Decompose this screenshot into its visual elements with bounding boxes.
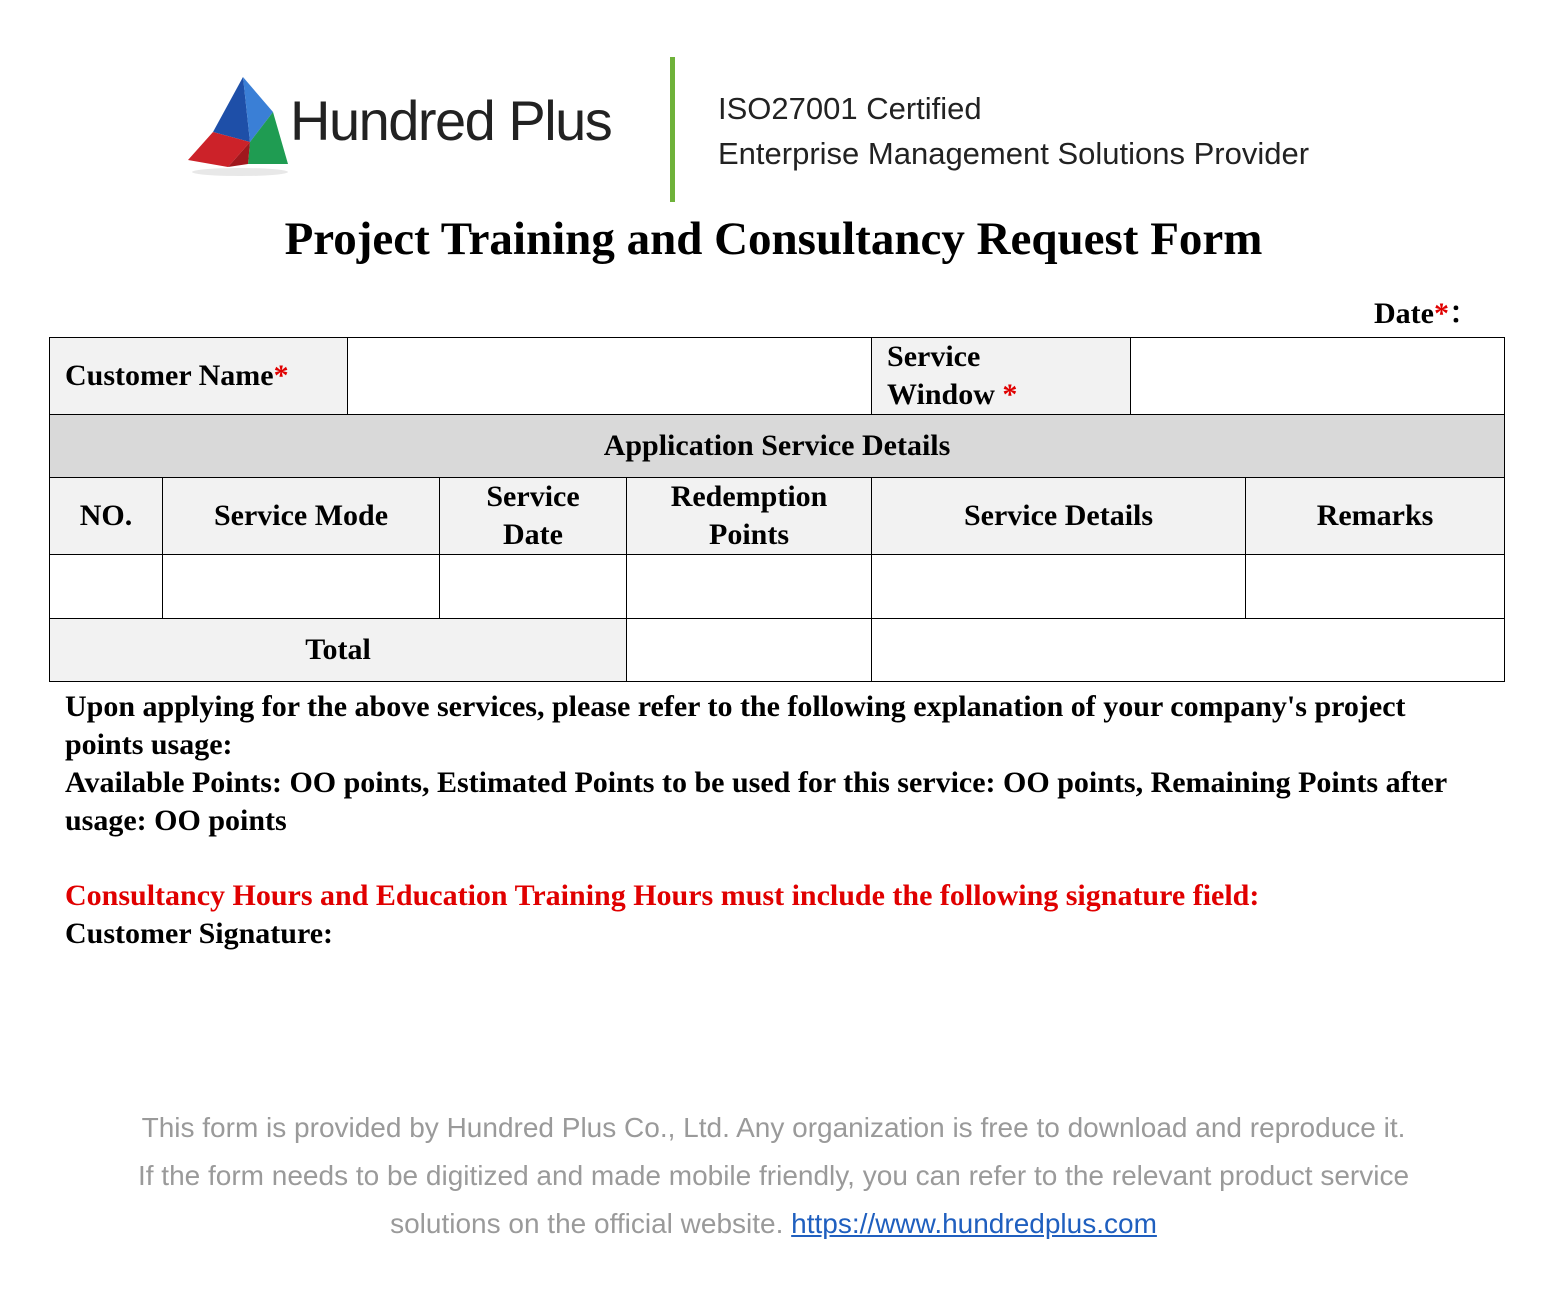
page-header (0, 0, 1547, 210)
column-header-service-mode: Service Mode (163, 478, 440, 555)
service-window-input[interactable] (1131, 338, 1505, 415)
column-header-service-date: Service Date (440, 478, 627, 555)
customer-signature-label: Customer Signature: (65, 917, 334, 950)
date-label: Date (1374, 297, 1434, 330)
footer-line-1: This form is provided by Hundred Plus Co., Ltd. Any organization is free to download and reproduce it. (141, 1112, 1406, 1143)
date-field[interactable] (1374, 288, 1479, 332)
cell-service-mode[interactable] (163, 555, 440, 619)
points-usage-detail: Available Points: OO points, Estimated Points to be used for this service: OO points, Remaining Points after usage: OO points (65, 766, 1447, 837)
request-table (49, 337, 1504, 682)
date-colon: ： (1449, 297, 1479, 330)
customer-name-label: Customer Name* (50, 338, 348, 415)
tagline-line-1: ISO27001 Certified (718, 91, 982, 126)
cell-remarks[interactable] (1246, 555, 1505, 619)
footer-line-2: If the form needs to be digitized and made mobile friendly, you can refer to the relevant product service (137, 1160, 1410, 1191)
page-footer (0, 1104, 1547, 1248)
section-title: Application Service Details (50, 415, 1505, 478)
column-header-no: NO. (50, 478, 163, 555)
footer-line-3: solutions on the official website. https://www.hundredplus.com (390, 1208, 1157, 1239)
total-points-input[interactable] (627, 619, 872, 682)
cell-service-date[interactable] (440, 555, 627, 619)
cell-redemption-points[interactable] (627, 555, 872, 619)
form-title: Project Training and Consultancy Request Form (284, 213, 1263, 265)
signature-requirement-notice: Consultancy Hours and Education Training Hours must include the following signature field: (65, 879, 1260, 912)
table-row (50, 555, 1505, 619)
date-required-mark: * (1434, 297, 1449, 330)
hundred-plus-logo-icon (188, 72, 298, 182)
column-header-redemption-points: Redemption Points (627, 478, 872, 555)
column-header-remarks: Remarks (1246, 478, 1505, 555)
column-header-service-details: Service Details (872, 478, 1246, 555)
tagline-line-2: Enterprise Management Solutions Provider (718, 136, 1310, 171)
cell-service-details[interactable] (872, 555, 1246, 619)
header-tagline (718, 86, 1309, 176)
points-explanation (65, 688, 1485, 840)
brand-name: Hundred Plus (290, 89, 612, 152)
total-details-input[interactable] (872, 619, 1505, 682)
points-usage-intro: Upon applying for the above services, please refer to the following explanation of your company's project points usage: (65, 690, 1406, 761)
header-divider (670, 57, 675, 202)
cell-no[interactable] (50, 555, 163, 619)
total-label: Total (50, 619, 627, 682)
customer-name-input[interactable] (348, 338, 872, 415)
website-link[interactable]: https://www.hundredplus.com (791, 1208, 1157, 1239)
service-window-label: Service Window * (872, 338, 1131, 415)
